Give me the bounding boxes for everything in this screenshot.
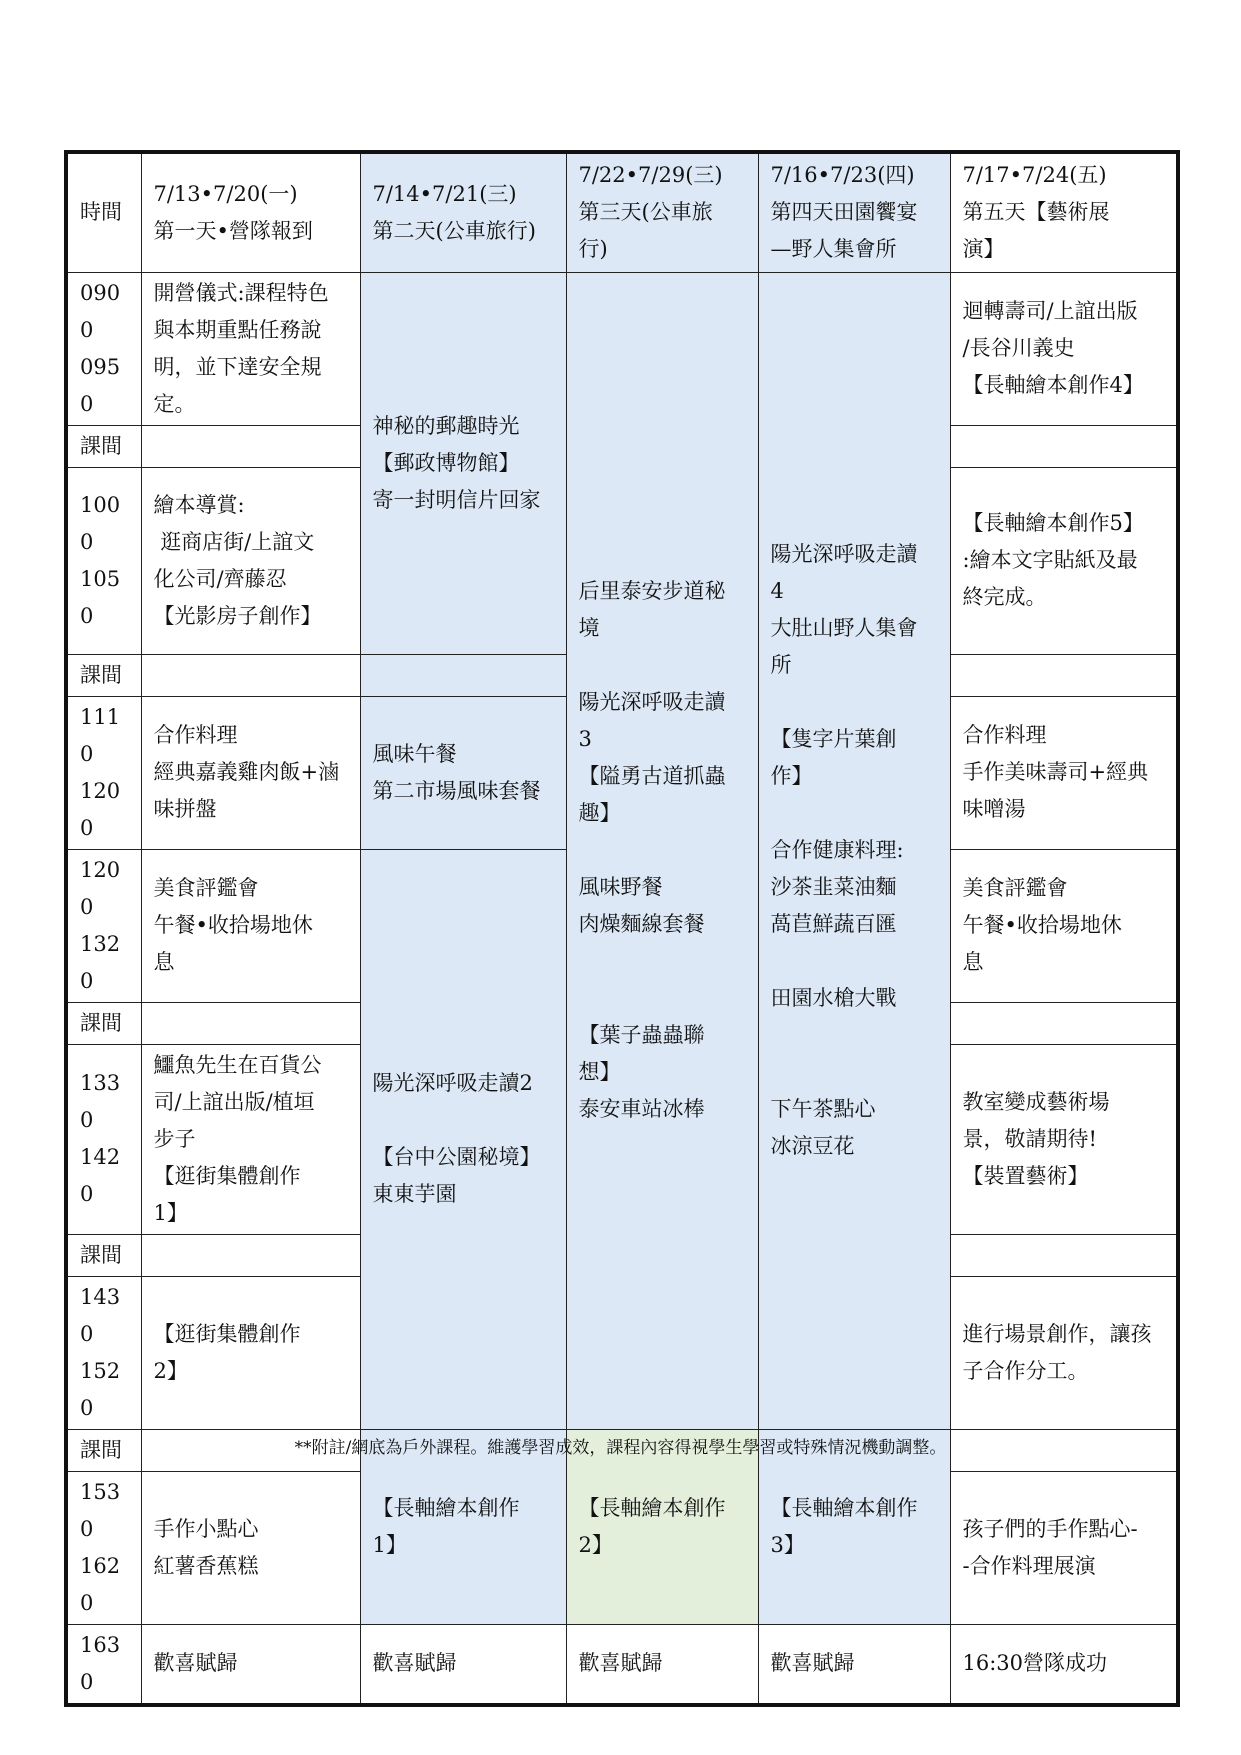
time-break-2: 課間 [66,654,141,696]
day5-1000: 【長軸繪本創作5】 :繪本文字貼紙及最 終完成。 [950,467,1178,654]
day1-break-3 [141,1002,360,1044]
day1-break-4 [141,1234,360,1276]
time-1200: 1200 1320 [66,849,141,1002]
day5-break-3 [950,1002,1178,1044]
day3-1530: 【長軸繪本創作 2】 [566,1429,758,1624]
day4-1530: 【長軸繪本創作 3】 [758,1429,950,1624]
time-break-4: 課間 [66,1234,141,1276]
day2-afternoon: 陽光深呼吸走讀2 【台中公園秘境】 東東芋園 [360,849,566,1429]
row-0900 [66,272,1178,425]
header-row [66,152,1178,272]
day5-1110: 合作料理 手作美味壽司+經典 味噌湯 [950,696,1178,849]
day2-lunch: 風味午餐 第二市場風味套餐 [360,696,566,849]
day5-1330: 教室變成藝術場 景，敬請期待! 【裝置藝術】 [950,1044,1178,1234]
day1-break-1 [141,425,360,467]
day3-main: 后里泰安步道秘 境 陽光深呼吸走讀 3 【隘勇古道抓蟲 趣】 風味野餐 肉燥麵線套餐 【葉子蟲蟲聯 想】 泰安車站冰棒 [566,272,758,1429]
day5-0900: 迴轉壽司/上誼出版 /長谷川義史 【長軸繪本創作4】 [950,272,1178,425]
day4-main: 陽光深呼吸走讀 4 大肚山野人集會 所 【隻字片葉創 作】 合作健康料理: 沙茶韭菜油麵 萵苣鮮蔬百匯 田園水槍大戰 下午茶點心 冰涼豆花 [758,272,950,1429]
header-day2: 7/14•7/21(三) 第二天(公車旅行) [360,152,566,272]
day1-1110: 合作料理 經典嘉義雞肉飯+滷 味拼盤 [141,696,360,849]
day1-break-2 [141,654,360,696]
day1-1430: 【逛街集體創作 2】 [141,1276,360,1429]
time-1000: 1000 1050 [66,467,141,654]
row-1630 [66,1624,1178,1705]
day5-break-4 [950,1234,1178,1276]
time-1430: 1430 1520 [66,1276,141,1429]
header-day4: 7/16•7/23(四) 第四天田園饗宴 —野人集會所 [758,152,950,272]
header-day1: 7/13•7/20(一) 第一天•營隊報到 [141,152,360,272]
day2-1530: 【長軸繪本創作 1】 [360,1429,566,1624]
day5-break-2 [950,654,1178,696]
schedule-table [64,150,1180,1707]
time-1330: 1330 1420 [66,1044,141,1234]
time-1110: 1110 1200 [66,696,141,849]
header-day5: 7/17•7/24(五) 第五天【藝術展 演】 [950,152,1178,272]
footer-note: **附註/網底為戶外課程。維護學習成效，課程內容得視學生學習或特殊情況機動調整。 [294,1438,947,1458]
day1-1200: 美食評鑑會 午餐•收拾場地休 息 [141,849,360,1002]
day4-1630: 歡喜賦歸 [758,1624,950,1705]
day2-1630: 歡喜賦歸 [360,1624,566,1705]
day5-1530: 孩子們的手作點心- -合作料理展演 [950,1471,1178,1624]
time-break-5: 課間 [66,1429,141,1471]
day2-break-2 [360,654,566,696]
time-1630: 1630 [66,1624,141,1705]
day5-break-1 [950,425,1178,467]
day1-0900: 開營儀式:課程特色 與本期重點任務說 明，並下達安全規 定。 [141,272,360,425]
day1-1630: 歡喜賦歸 [141,1624,360,1705]
time-0900: 0900 0950 [66,272,141,425]
day1-1330: 鱷魚先生在百貨公 司/上誼出版/植垣 步子 【逛街集體創作 1】 [141,1044,360,1234]
day3-1630: 歡喜賦歸 [566,1624,758,1705]
time-break-3: 課間 [66,1002,141,1044]
day5-1430: 進行場景創作，讓孩 子合作分工。 [950,1276,1178,1429]
day5-1200: 美食評鑑會 午餐•收拾場地休 息 [950,849,1178,1002]
time-break-1: 課間 [66,425,141,467]
time-1530: 1530 1620 [66,1471,141,1624]
day1-1000: 繪本導賞: 逛商店街/上誼文 化公司/齊藤忍 【光影房子創作】 [141,467,360,654]
day2-morning: 神秘的郵趣時光 【郵政博物館】 寄一封明信片回家 [360,272,566,654]
day1-1530: 手作小點心 紅薯香蕉糕 [141,1471,360,1624]
header-time: 時間 [66,152,141,272]
day5-1630: 16:30營隊成功 [950,1624,1178,1705]
header-day3: 7/22•7/29(三) 第三天(公車旅 行) [566,152,758,272]
